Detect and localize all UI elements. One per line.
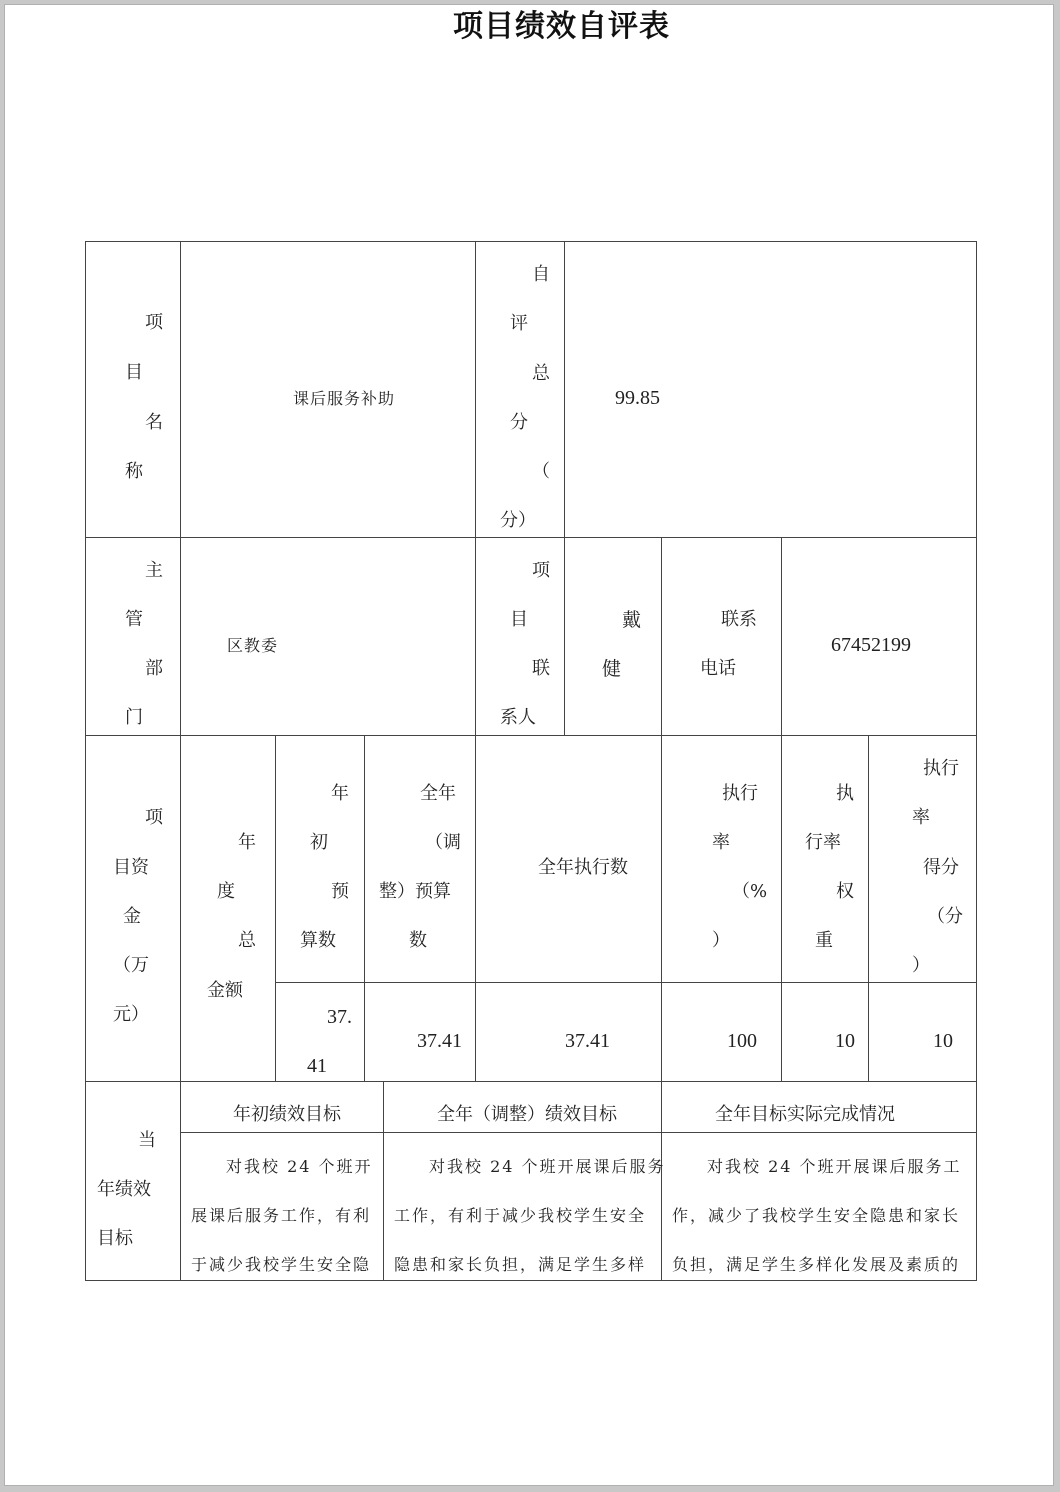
project-name-label: 称 <box>125 461 143 482</box>
goals-label: 年绩效 <box>97 1179 151 1200</box>
contact-name-cell <box>564 537 662 736</box>
rate-value: 100 <box>727 1030 757 1052</box>
rate-score-label: 得分 <box>923 857 959 878</box>
initial-budget-value: 37. <box>327 1006 352 1028</box>
phone-value: 67452199 <box>831 634 911 656</box>
self-score-label: 自 <box>532 264 550 285</box>
initial-goal-line: 对我校 24 个班开 <box>226 1157 373 1176</box>
self-score-label: 分 <box>510 412 528 433</box>
adjusted-goal-line: 对我校 24 个班开展课后服务 <box>429 1157 666 1176</box>
initial-budget-value: 41 <box>307 1055 327 1077</box>
executed-value: 37.41 <box>565 1030 610 1052</box>
contact-label: 联 <box>532 658 550 679</box>
actual-goal-line: 对我校 24 个班开展课后服务工 <box>707 1157 962 1176</box>
contact-label: 目 <box>510 609 528 630</box>
rate-label: 执行 <box>722 783 758 804</box>
weight-label: 重 <box>815 930 833 951</box>
funds-label: 金 <box>123 906 141 927</box>
rate-label: ） <box>712 930 730 951</box>
adjusted-budget-value: 37.41 <box>417 1030 462 1052</box>
self-score-label: （ <box>532 461 550 482</box>
rate-score-label: ） <box>912 955 930 976</box>
actual-goal-line: 负担，满足学生多样化发展及素质的 <box>672 1255 961 1274</box>
dept-label: 主 <box>145 560 163 581</box>
self-score-label: 评 <box>510 313 528 334</box>
weight-value-cell <box>781 982 869 1082</box>
rate-value-cell <box>661 982 782 1082</box>
adjusted-budget-label: （调 <box>425 832 461 853</box>
initial-budget-label: 初 <box>310 832 328 853</box>
rate-score-value: 10 <box>933 1030 953 1052</box>
dept-label: 管 <box>125 609 143 630</box>
initial-goal-line: 于减少我校学生安全隐 <box>191 1255 372 1274</box>
annual-total-label: 度 <box>217 881 235 902</box>
project-name-value: 课后服务补助 <box>293 389 396 408</box>
project-name-label: 名 <box>145 412 163 433</box>
weight-label: 权 <box>836 881 854 902</box>
self-score-label: 分） <box>500 510 536 531</box>
actual-goal-line: 作，减少了我校学生安全隐患和家长 <box>672 1206 961 1225</box>
document-title: 项目绩效自评表 <box>453 9 670 44</box>
dept-value: 区教委 <box>227 636 279 655</box>
weight-label: 行率 <box>805 832 841 853</box>
phone-label-cell <box>661 537 782 736</box>
self-score-label: 总 <box>532 363 550 384</box>
initial-budget-label: 年 <box>331 783 349 804</box>
self-score-value: 99.85 <box>615 387 660 409</box>
executed-label: 全年执行数 <box>538 857 628 878</box>
phone-label: 电话 <box>700 658 736 679</box>
rate-label: 率 <box>712 832 730 853</box>
funds-label: 目资 <box>113 857 149 878</box>
weight-label: 执 <box>836 783 854 804</box>
funds-label: 元） <box>113 1004 149 1025</box>
funds-label: 项 <box>145 807 163 828</box>
rate-label: （% <box>732 881 768 902</box>
contact-label: 系人 <box>500 707 536 728</box>
contact-label: 项 <box>532 560 550 581</box>
initial-budget-label: 算数 <box>300 930 336 951</box>
annual-total-label-cell <box>180 735 276 1082</box>
contact-name: 戴 <box>622 609 642 631</box>
annual-total-label: 金额 <box>207 980 243 1001</box>
project-name-label-cell <box>85 241 181 538</box>
initial-budget-label: 预 <box>331 881 349 902</box>
rate-score-value-cell <box>868 982 977 1082</box>
initial-goal-header: 年初绩效目标 <box>233 1104 341 1125</box>
goals-label: 目标 <box>97 1228 133 1249</box>
actual-goal-header: 全年目标实际完成情况 <box>715 1104 895 1125</box>
rate-score-label: 率 <box>912 807 930 828</box>
weight-value: 10 <box>835 1030 855 1052</box>
dept-label: 部 <box>145 658 163 679</box>
contact-name: 健 <box>602 658 622 680</box>
adjusted-budget-label: 整）预算 <box>379 881 451 902</box>
adjusted-goal-line: 工作，有利于减少我校学生安全 <box>394 1206 647 1225</box>
self-score-label-cell <box>475 241 565 538</box>
adjusted-goal-header: 全年（调整）绩效目标 <box>437 1104 617 1125</box>
goals-label: 当 <box>138 1130 156 1151</box>
annual-total-label: 总 <box>238 930 256 951</box>
phone-label: 联系 <box>721 609 757 630</box>
adjusted-budget-label: 全年 <box>420 783 456 804</box>
rate-score-label: 执行 <box>923 758 959 779</box>
dept-value-cell <box>180 537 476 736</box>
project-name-label: 目 <box>125 362 143 383</box>
project-name-label: 项 <box>145 312 163 333</box>
initial-goal-line: 展课后服务工作，有利 <box>191 1206 372 1225</box>
rate-score-label: （分 <box>927 906 963 927</box>
annual-total-label: 年 <box>238 832 256 853</box>
adjusted-goal-line: 隐患和家长负担，满足学生多样 <box>394 1255 647 1274</box>
funds-label: （万 <box>113 955 149 976</box>
adjusted-budget-label: 数 <box>409 930 427 951</box>
document-page <box>4 4 1054 1486</box>
dept-label: 门 <box>125 707 143 728</box>
